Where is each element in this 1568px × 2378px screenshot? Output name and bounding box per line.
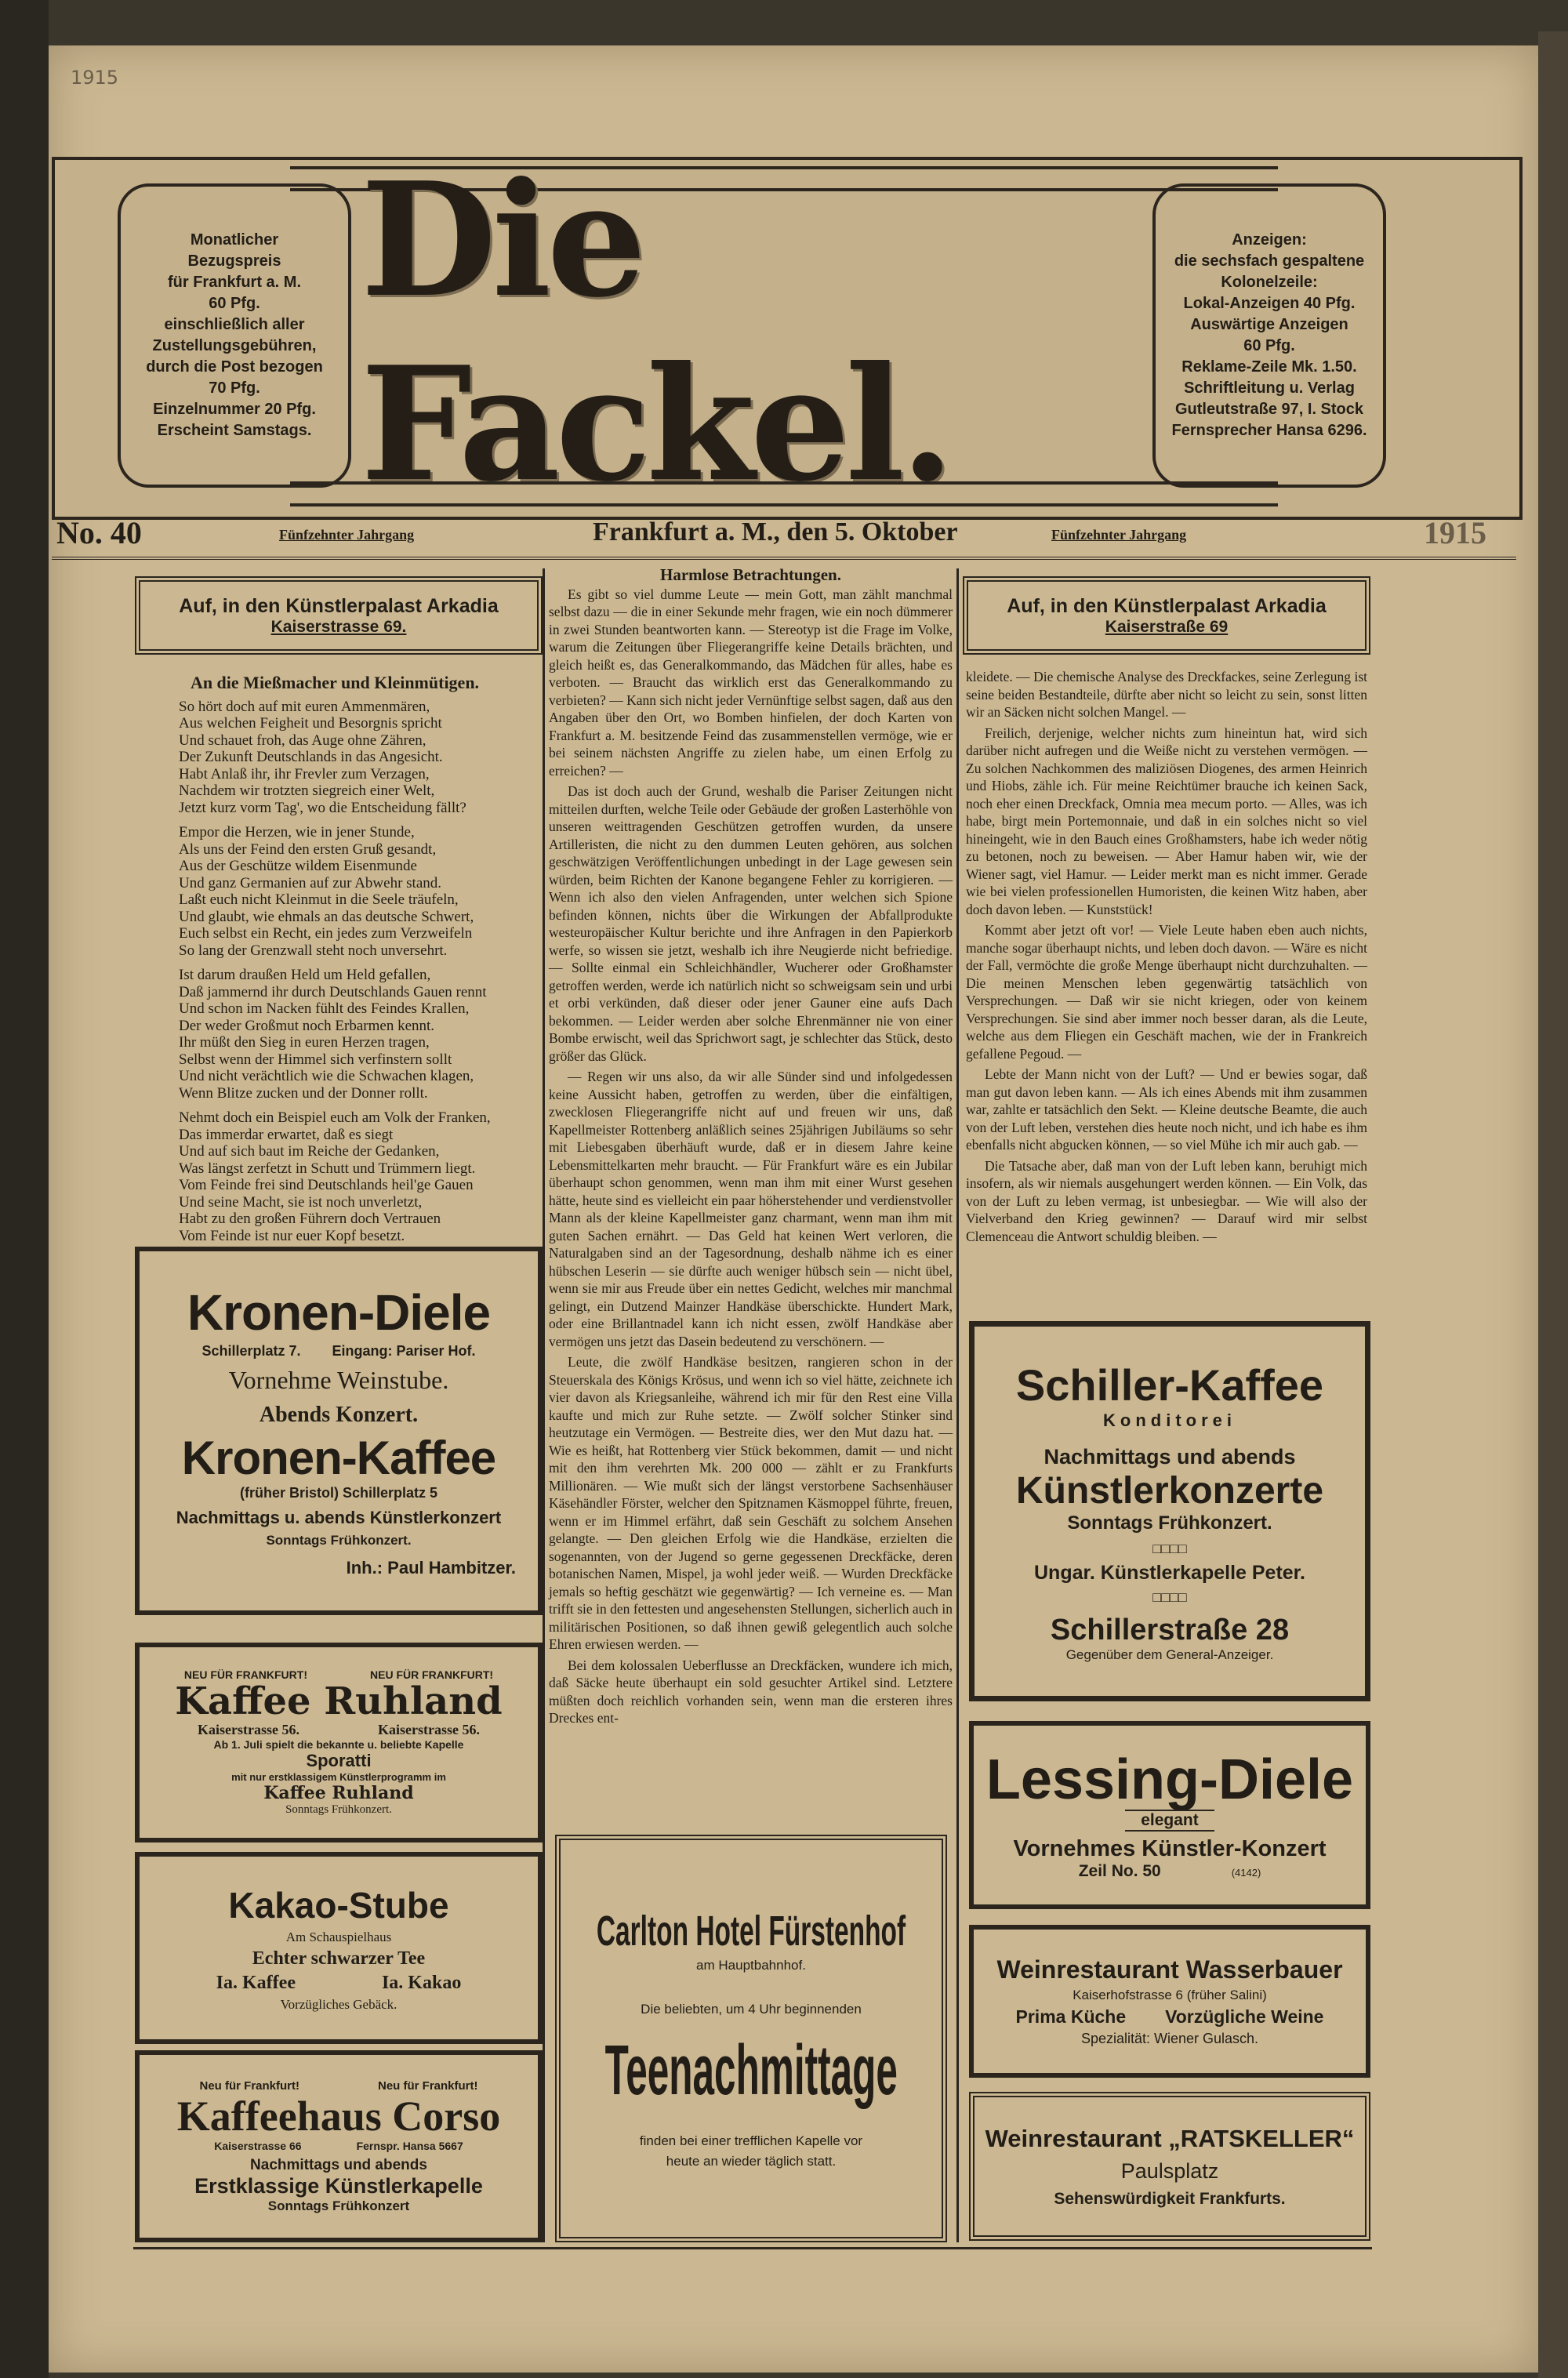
ad-carlton-line4: heute an wieder täglich statt. [666,2154,837,2169]
advertising-line: Reklame-Zeile Mk. 1.50. [1181,358,1357,376]
ad-ruhland-line5: Sonntags Frühkonzert. [285,1803,392,1816]
subscription-line: Zustellungsgebühren, [152,337,317,354]
article-paragraph: kleidete. — Die chemische Analyse des Dreckfackes, seine Zerlegung ist seine beiden Bestandteile, dürfte aber nicht so leicht zu sein, sonst litten wir an Säcken nicht solchen Mangel. — [966,669,1367,720]
article-paragraph: Leute, die zwölf Handkäse besitzen, rangieren schon in der Steuerskala des Königs Krösus, und wenn ich so viel hätte, zeichnete ich vier davon als Kriegsanleihe, während ich mir für den Rest eine Villa kaufte und mich zur Ruhe setzte. — Zwölf solcher Stinker sind heutzutage ein Vermögen. — Bestreite dies, wer den Mut dazu hat. — Wie es heißt, hat Rottenberg vier Stück bekommen, damit — und nicht mit den ihm verehrten Mk. 200 000 — zählt er zu Frankfurts Millionären. — Wie mußt sich der längst verstorbene Sachsenhäuser Käsehändler Förster, welcher den Spitznamen Käsmoppel führte, freuen, wenn er im Himmel erfährt, daß sein Geschäft zu solchem Ansehen gelangte. — Den gleichen Erfolg wie die Handkäse, erzielten die sogenannten, von der Jugend so gerne gegessenen Dreckfäcke, deren botanischen Namen, Mispel, ja wohl jeder weiß. — Wurden Dreckfäcke jemals so heftig geschätzt wie gegenwärtig? — Ich verneine es. — Man trifft sie in den fettesten und angesehensten Stellungen, sicherlich auch in militärischen Positionen, so daß ihnen gewiß gelegentlich auch solche Ehren erwiesen werden. — [549,1354,953,1652]
volume-left: Fünfzehnter Jahrgang [279,527,415,543]
ad-wasserbauer-line2: Spezialität: Wiener Gulasch. [1080,2031,1259,2046]
ad-lessing-title: Lessing-Diele [985,1748,1354,1811]
ad-ruhland-line1: Ab 1. Juli spielt die bekannte u. beliebte Kapelle [213,1738,464,1751]
ad-kronen-owner: Inh.: Paul Hambitzer. [346,1558,516,1577]
ad-kakao-stube [135,1852,543,2044]
ad-wasserbauer-title: Weinrestaurant Wasserbauer [996,1955,1343,1984]
ad-corso-line1: Nachmittags und abends [250,2156,427,2173]
subscription-line: für Frankfurt a. M. [167,274,301,291]
ad-kakao-item: Ia. Kakao [381,1972,462,1993]
ad-wasserbauer-item: Vorzügliche Weine [1165,2006,1324,2027]
ad-kronen [135,1247,543,1615]
poem-stanza: Ist darum draußen Held um Held gefallen, Daß jammernd ihr durch Deutschlands Gauen rennt Und schon im Nacken fühlt des Feindes Krallen, Der weder Großmut noch Erbarmen kennt. Ihr müßt den Sieg in euren Herzen tragen, Selbst wenn der Himmel sich verfinstern sollt Und nicht verächtlich wie die Schwachen klagen, Wenn Blitze zucken und der Donner rollt. [179,967,487,1102]
ad-ruhland-tag: NEU FÜR FRANKFURT! [183,1668,307,1681]
ad-arkadia-left [135,576,543,655]
place-date: Frankfurt a. M., den 5. Oktober [593,517,958,546]
ad-kronen-line1: Vornehme Weinstube. [228,1366,449,1394]
ad-kronen-title1: Kronen-Diele [187,1284,491,1341]
ad-corso-line2: Erstklassige Künstlerkapelle [194,2173,483,2198]
ad-schiller-line2: Sonntags Frühkonzert. [1067,1512,1272,1534]
ad-kakao-line2: Echter schwarzer Tee [252,1948,426,1969]
advertising-line: Auswärtige Anzeigen [1190,316,1348,333]
ad-wasserbauer-line1: Kaiserhofstrasse 6 (früher Salini) [1073,1988,1267,2002]
ad-arkadia-left-line1: Auf, in den Künstlerpalast Arkadia [179,594,499,617]
ad-arkadia-right-line2: Kaiserstraße 69 [1105,617,1229,636]
article-paragraph: Es gibt so viel dumme Leute — mein Gott, man zählt manchmal selbst dazu — die in einer Sekunde mehr fragen, wie ein noch dümmerer in zwei Stunden beantworten kann. — Stereotyp ist die Frage im Volke, warum die Zeitungen über Fliegerangriffe keine Details brächten, und gleich heißt es, das Generalkommando, das Mädchen für alles, habe es verboten. — Braucht das wirklich erst das Generalkommando zu verbieten? — Kann sich nicht jeder Vernünftige selbst sagen, daß aus den Angaben über den Ort, wo Bomben hinfielen, der doch Karten von Frankfurt a. M. besitzende Feind das zusammenstellen vermöge, wie er bei seinem nächsten Angriffe zu zielen habe, um einen Erfolg zu erreichen? — [549,586,953,779]
ad-lessing-code: (4142) [1231,1866,1261,1879]
advertising-line: 60 Pfg. [1243,337,1295,354]
ad-carlton-line3: finden bei einer trefflichen Kapelle vor [639,2133,863,2148]
subscription-line: 70 Pfg. [209,379,260,397]
corner-year-mark: 1915 [71,67,119,89]
ad-carlton-big-text: Teenachmittage [604,2031,898,2110]
article-column-2 [966,668,1367,1248]
ad-ruhland-line2: Sporatti [306,1751,372,1770]
subscription-line: Einzelnummer 20 Pfg. [153,401,316,418]
ad-ruhland-address: Kaiserstrasse 56. [378,1722,480,1737]
advertising-line: Gutleutstraße 97, I. Stock [1174,401,1364,418]
issue-year: 1915 [1424,515,1486,550]
ad-corso-title: Kaffeehaus Corso [176,2092,501,2140]
poem-title: An die Mießmacher und Kleinmütigen. [190,673,480,692]
ad-schiller-sub: Konditorei [1103,1410,1236,1430]
ad-schiller-dots: □□□□ [1152,1589,1187,1605]
issue-number: No. 40 [56,515,142,550]
masthead-ornament-bottom [290,481,1278,506]
article-paragraph: Die Tatsache aber, daß man von der Luft leben kann, beruhigt mich insofern, als wir niemals ausgehungert werden können. — Ein Volk, das von der Luft zu leben vermag, ist unbesiegbar. — Wie will also der Vielverband den Krieg gewinnen? — Darauf wird mir selbst Clemenceau die Antwort schuldig bleiben. — [966,1157,1367,1244]
ad-schiller-street: Schillerstraße 28 [1050,1614,1290,1646]
poem [135,674,535,1252]
ad-lessing-line1: elegant [1125,1810,1214,1832]
advertising-line: Lokal-Anzeigen 40 Pfg. [1183,295,1356,312]
article-column-1 [549,566,953,1730]
ad-kronen-line5: Sonntags Frühkonzert. [266,1533,412,1548]
ad-schiller-line4: Gegenüber dem General-Anzeiger. [1065,1647,1274,1662]
ad-ruhland-title: Kaffee Ruhland [175,1679,503,1723]
ad-ratskeller-title: Weinrestaurant „RATSKELLER“ [985,2124,1355,2152]
masthead-subscription-box [118,183,351,488]
subscription-line: Bezugspreis [187,252,281,270]
ad-lessing-line2: Vornehmes Künstler-Konzert [1013,1835,1327,1861]
article-paragraph: Bei dem kolossalen Ueberflusse an Dreckfäcken, wundere ich mich, daß Säcke heute überhaupt ein sold gesuchter Artikel sind. Letztere müßten doch reichlich vorhanden sein, wenn man die ersteren ihres Dreckes ent- [549,1657,953,1726]
ad-weinrestaurant-wasserbauer [969,1925,1370,2078]
ad-schiller-title: Schiller-Kaffee [1015,1360,1324,1410]
ad-kaffeehaus-corso [135,2050,543,2242]
ad-schiller-line3: Ungar. Künstlerkapelle Peter. [1034,1562,1305,1584]
ad-kakao-item: Ia. Kaffee [216,1972,296,1993]
ad-ruhland-line3: mit nur erstklassigem Künstlerprogramm im [231,1771,446,1783]
ad-wasserbauer-item: Prima Küche [1015,2006,1127,2027]
ad-kronen-line3: (früher Bristol) Schillerplatz 5 [239,1485,438,1501]
ad-kronen-line4: Nachmittags u. abends Künstlerkonzert [176,1508,502,1527]
ad-kronen-entrance: Eingang: Pariser Hof. [332,1343,476,1359]
ad-carlton-title-text: Carlton Hotel Fürstenhof [596,1908,906,1955]
ad-kakao-title: Kakao-Stube [228,1884,449,1926]
ad-schiller-kaffee [969,1321,1370,1701]
ad-corso-phone: Fernspr. Hansa 5667 [356,2139,463,2152]
article-paragraph: — Regen wir uns also, da wir alle Sünder sind und infolgedessen keine Aussicht haben, getroffen zu werden, über die einfältigen, zwecklosen Fliegerangriffe nicht auf und freuen wir uns, daß Kapellmeister Rottenberg anläßlich seines 25jährigen Jubiläums so sehr mit Liebesgaben überhäuft wurde, daß er in diesem Jahre keine Lebensmittelkarten mehr braucht. — Für Frankfurt wäre es ein Jubilar überhaupt schon genommen, wenn man ihm mit einer Wurst gesehen hätte, heute sind es vielleicht ein paar höherstehender und verdienstvoller Mann als der kleine Kapellmeister ganz charmant, wenn man ihm mit guten Sachen ernährt. — Das Geld hat keinen Wert verloren, die Naturalgaben sind an der Tagesordnung, deshalb nähme ich es einer hübschen Leserin — sie dürfte auch weniger hübsch sein — nicht übel, wenn sie mir aus Freude über ein nettes Gedicht, welches mir manchmal gelingt, ein Dutzend Mainzer Handkäse überschickte. Hundert Mark, oder eine Brillantnadel kann ich nicht essen, zwölf Handkäse aber vermögen uns jetzt das Dasein bedeutend zu verschönern. — [549,1069,953,1349]
ad-kronen-address: Schillerplatz 7. [201,1343,301,1359]
ad-carlton-hotel [555,1835,947,2242]
poem-stanza: Empor die Herzen, wie in jener Stunde, Als uns der Feind den ersten Gruß gesandt, Aus der Geschütze wildem Eisenmunde Und ganz Germanien auf zur Abwehr stand. Laßt euch nicht Kleinmut in die Seele träufeln, Und glaubt, wie ehmals an das deutsche Schwert, Euch selbst ein Recht, ein jedes zum Verzweifeln So lang der Grenzwall steht noch unversehrt. [179,824,474,959]
ad-corso-line3: Sonntags Frühkonzert [267,2198,410,2213]
ad-arkadia-right [963,576,1370,655]
masthead [52,148,1523,520]
ad-corso-tag: Neu für Frankfurt! [199,2078,299,2093]
subscription-line: Erscheint Samstags. [157,422,312,439]
ad-ruhland [135,1643,543,1842]
newspaper-title: Die Fackel. [361,148,950,517]
ad-carlton-line2: Die beliebten, um 4 Uhr beginnenden [641,2002,862,2017]
advertising-line: Fernsprecher Hansa 6296. [1171,422,1367,439]
ad-lessing-line3: Zeil No. 50 [1078,1861,1161,1880]
advertising-line: Kolonelzeile: [1221,274,1318,291]
ad-kakao-line1: Am Schauspielhaus [285,1929,392,1944]
article-paragraph: Das ist doch auch der Grund, weshalb die Pariser Zeitungen nicht mitteilen durften, welche Teile oder Gebäude der großen Lasterhöhle von unseren weittragenden Geschützen getroffen wurden, da unsere Artilleristen, die nicht zu den dummen Leuten gehören, aus solchen geschwätzigen Veröffentlichungen unbedingt in der Lage gewesen sein würden, beim Richten der Kanone begangene Fehler zu korrigieren. — Wenn ich also den vielen Anfragenden, unter welchen sich Spione befinden können, nichts über die Wirkungen der Abfallprodukte westeuropäischer Kultur berichte und ihre Anfragen in den Papierkorb werfe, so wissen sie jetzt, weshalb ich ihre Neugierde nicht befriedige. — Sollte einmal ein Schleichhändler, Wucherer oder Großhamster getroffen werden, werde ich natürlich nicht so schweigsam sein und urbi et orbi verkünden, daß dieser oder jener Gauner eine aufs Dach bekommen. — Leider werden aber solche Ehrenmänner nie von einer Bombe erwischt, weil das Sprichwort sagt, je schlechter das Stück, desto größer das Glück. [549,783,953,1064]
article-paragraph: Kommt aber jetzt oft vor! — Viele Leute haben eben auch nichts, manche sogar überhaupt nichts, und leben doch davon. — Wäre es nicht der Fall, vermöchte die große Menge überhaupt nicht durchzuhalten. — Die meinen Menschen leben gegenwärtig tatsächlich von Versprechungen. — Daß wir sie nicht kriegen, oder von keinem Versprechungen. Sie sind aber immer noch besser daran, als die Leute, welche aus dem Fliegen ein Geschäft machen, wie der in Frankreich gefallene Pegoud. — [966,922,1367,1062]
ad-ratskeller-line1: Paulsplatz [1120,2158,1219,2183]
article-paragraph: Lebte der Mann nicht von der Luft? — Und er bewies sogar, daß man gut davon leben kann. — Als ich eines Abends mit ihm zusammen war, zahlte er tatsächlich den Sekt. — Kleine deutsche Beamte, die auch von der Luft leben, verstehen dies heute noch nicht, und ich habe es ihm ebenfalls nicht abgucken können, — so viel Mühe ich mir auch gab. — [966,1066,1367,1153]
advertising-line: Anzeigen: [1232,231,1307,249]
ad-ruhland-tag: NEU FÜR FRANKFURT! [370,1668,494,1681]
column-rule [543,568,545,2242]
poem-stanza: Nehmt doch ein Beispiel euch am Volk der Franken, Das immerdar erwartet, daß es siegt Und auf sich baut im Reiche der Gedanken, Was längst zerfetzt in Schutt und Trümmern liegt. Vom Feinde frei sind Deutschlands heil'ge Gauen Und seine Macht, sie ist noch unverletzt, Habt zu den großen Führern doch Vertrauen Vom Feinde ist nur euer Kopf besetzt. [179,1109,491,1244]
poem-stanza: So hört doch auf mit euren Ammenmären, Aus welchen Feigheit und Besorgnis spricht Und schauet froh, das Auge ohne Zähren, Der Zukunft Deutschlands in das Angesicht. Habt Anlaß ihr, ihr Frevler zum Verzagen, Nachdem wir trotzten siegreich einer Welt, Jetzt kurz vorm Tag', wo die Entscheidung fällt? [179,698,466,816]
ad-schiller-line1: Nachmittags und abends [1044,1445,1296,1469]
ad-corso-tag: Neu für Frankfurt! [378,2078,478,2093]
ad-kakao-line3: Vorzügliches Gebäck. [280,1996,397,2012]
subscription-line: Monatlicher [190,231,279,249]
dateline [52,517,1516,560]
column-rule [956,568,959,2242]
ad-corso-address: Kaiserstrasse 66 [214,2139,302,2152]
volume-right: Fünfzehnter Jahrgang [1051,527,1187,543]
advertising-line: Schriftleitung u. Verlag [1184,379,1355,397]
subscription-line: 60 Pfg. [209,295,260,312]
ad-kronen-line2: Abends Konzert. [259,1403,419,1427]
ad-carlton-title [596,1908,906,1955]
ad-arkadia-left-line2: Kaiserstrasse 69. [270,617,407,636]
ad-lessing-diele [969,1721,1370,1909]
book-binding [0,0,49,2378]
ad-ruhland-address: Kaiserstrasse 56. [198,1722,299,1737]
masthead-advertising-box [1152,183,1386,488]
page-edge [1538,31,1568,2378]
ad-arkadia-right-line1: Auf, in den Künstlerpalast Arkadia [1007,594,1327,617]
advertising-line: die sechsfach gespaltene [1174,252,1365,270]
subscription-line: einschließlich aller [164,316,305,333]
subscription-line: durch die Post bezogen [146,358,323,376]
ad-ratskeller-line2: Sehenswürdigkeit Frankfurts. [1054,2189,1286,2208]
bottom-rule [133,2247,1372,2249]
article-title: Harmlose Betrachtungen. [660,565,841,584]
ad-ruhland-line4: Kaffee Ruhland [263,1783,414,1803]
ad-carlton-big [604,2031,898,2110]
ad-carlton-line1: am Hauptbahnhof. [696,1958,806,1973]
ad-ratskeller [969,2092,1370,2241]
ad-schiller-dots: □□□□ [1152,1541,1187,1556]
ad-kronen-title2: Kronen-Kaffee [181,1432,496,1484]
article-paragraph: Freilich, derjenige, welcher nichts zum hineintun hat, wird sich darüber nicht aufregen und die Weiße nicht zu verstehen vermögen. — Zu solchen Nachkommen des maliziösen Diogenes, des armen Heinrich und Hiobs, zähle ich. Für meine Reichtümer brauche ich keinen Sack, noch eher einen Dreckfack, Omnia mea mecum porto. — Alles, was ich habe, birgt mein Portemonnaie, und daß in ein solches nicht so viel hineingeht, wie in den Bauch eines Großhamsters, habe ich weder nötig zu betonen, noch zu beweisen. — Aber Hamur haben wir, wie der Wiener sagt, viel Hamur. — Leider merkt man es nicht immer. Gerade wie bei vielen professionellen Humoristen, die keinen Witz haben, aber doch davon leben. — Kunststück! [966,724,1367,917]
ad-schiller-big: Künstlerkonzerte [1015,1470,1324,1512]
